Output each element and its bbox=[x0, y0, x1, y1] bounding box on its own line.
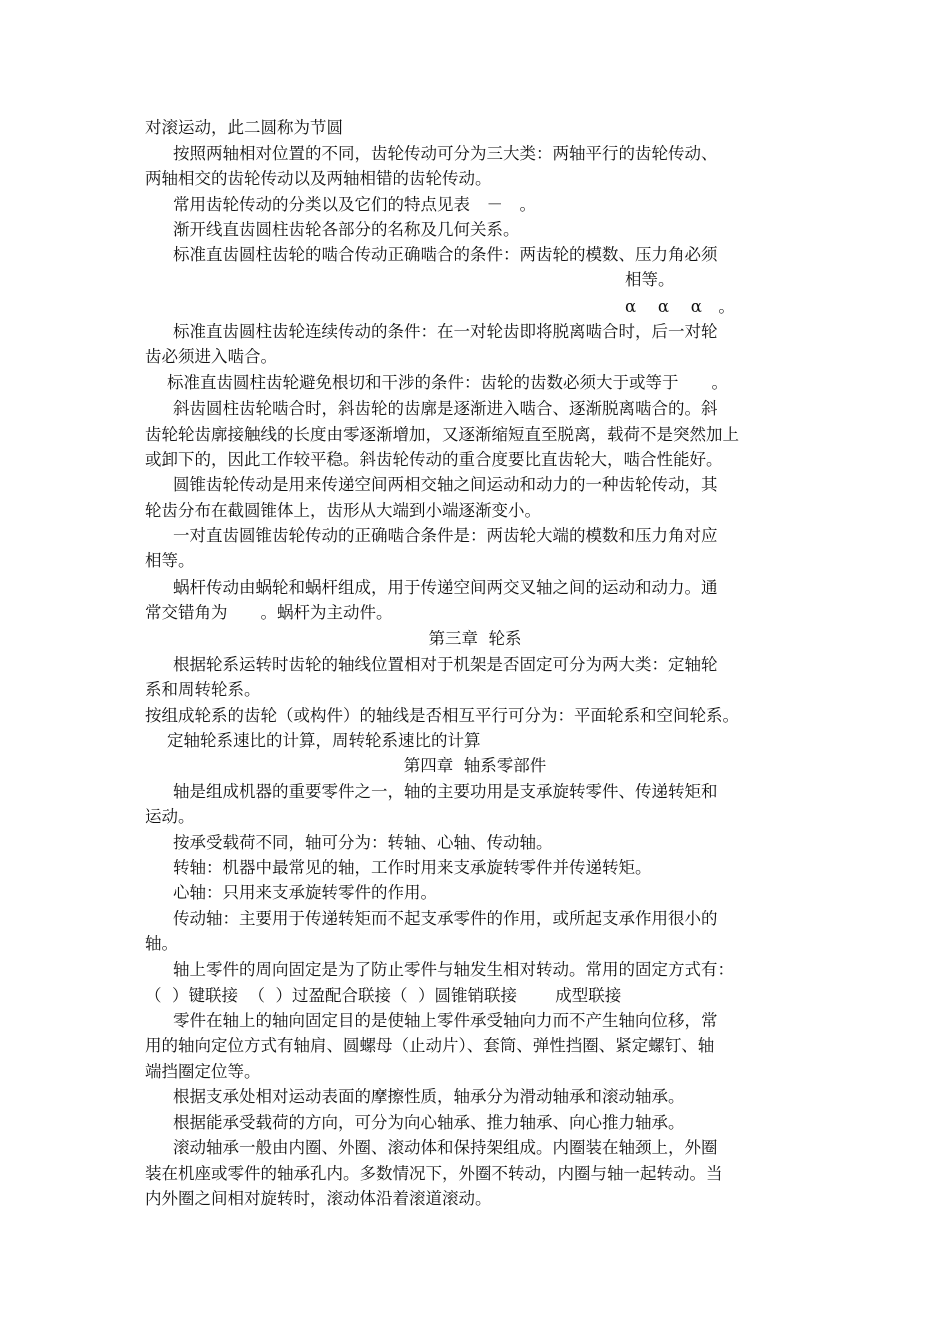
text-line: 圆锥齿轮传动是用来传递空间两相交轴之间运动和动力的一种齿轮传动，其 bbox=[173, 475, 718, 494]
text-line: 蜗杆传动由蜗轮和蜗杆组成，用于传递空间两交叉轴之间的运动和动力。通 bbox=[173, 578, 718, 597]
text-line: 或卸下的，因此工作较平稳。斜齿轮传动的重合度要比直齿轮大，啮合性能好。 bbox=[145, 450, 723, 469]
text-line: 转轴：机器中最常见的轴，工作时用来支承旋转零件并传递转矩。 bbox=[173, 858, 652, 877]
text-line: 渐开线直齿圆柱齿轮各部分的名称及几何关系。 bbox=[173, 220, 520, 239]
text-line: 系和周转轮系。 bbox=[145, 680, 261, 699]
text-line: 运动。 bbox=[145, 807, 195, 826]
text-line: 标准直齿圆柱齿轮避免根切和干涉的条件：齿轮的齿数必须大于或等于 。 bbox=[167, 373, 728, 392]
text-line: 标准直齿圆柱齿轮的啮合传动正确啮合的条件：两齿轮的模数、压力角必须 bbox=[173, 245, 718, 264]
text-line: 标准直齿圆柱齿轮连续传动的条件：在一对轮齿即将脱离啮合时，后一对轮 bbox=[173, 322, 718, 341]
text-line: 内外圈之间相对旋转时，滚动体沿着滚道滚动。 bbox=[145, 1189, 492, 1208]
text-line: 轮齿分布在截圆锥体上，齿形从大端到小端逐渐变小。 bbox=[145, 501, 541, 520]
text-line: 根据轮系运转时齿轮的轴线位置相对于机架是否固定可分为两大类：定轴轮 bbox=[173, 655, 718, 674]
text-line: 斜齿圆柱齿轮啮合时，斜齿轮的齿廓是逐渐进入啮合、逐渐脱离啮合的。斜 bbox=[173, 399, 718, 418]
text-line: 一对直齿圆锥齿轮传动的正确啮合条件是：两齿轮大端的模数和压力角对应 bbox=[173, 526, 718, 545]
text-line: 按组成轮系的齿轮（或构件）的轴线是否相互平行可分为：平面轮系和空间轮系。 bbox=[145, 706, 739, 725]
formula-line: α α α 。 bbox=[625, 297, 735, 316]
text-line: 传动轴：主要用于传递转矩而不起支承零件的作用，或所起支承作用很小的 bbox=[173, 909, 718, 928]
text-line: 相等。 bbox=[145, 551, 195, 570]
text-line: 零件在轴上的轴向固定目的是使轴上零件承受轴向力而不产生轴向位移，常 bbox=[173, 1011, 718, 1030]
text-line: 心轴：只用来支承旋转零件的作用。 bbox=[173, 883, 437, 902]
text-line: （ ）键联接 （ ）过盈配合联接（ ）圆锥销联接 成型联接 bbox=[145, 986, 622, 1005]
text-line: 常用齿轮传动的分类以及它们的特点见表 － 。 bbox=[173, 195, 536, 214]
text-line: 齿轮轮齿廓接触线的长度由零逐渐增加，又逐渐缩短直至脱离，载荷不是突然加上 bbox=[145, 425, 739, 444]
chapter-heading: 第四章 轴系零部件 bbox=[403, 756, 547, 775]
text-line: 滚动轴承一般由内圈、外圈、滚动体和保持架组成。内圈装在轴颈上，外圈 bbox=[173, 1138, 718, 1157]
text-line: 按照两轴相对位置的不同，齿轮传动可分为三大类：两轴平行的齿轮传动、 bbox=[173, 144, 718, 163]
text-line: 装在机座或零件的轴承孔内。多数情况下，外圈不转动，内圈与轴一起转动。当 bbox=[145, 1164, 723, 1183]
chapter-heading: 第三章 轮系 bbox=[428, 629, 522, 648]
text-line: 用的轴向定位方式有轴肩、圆螺母（止动片）、套筒、弹性挡圈、紧定螺钉、轴 bbox=[145, 1036, 715, 1055]
text-line: 根据能承受载荷的方向，可分为向心轴承、推力轴承、向心推力轴承。 bbox=[173, 1113, 685, 1132]
text-line: 对滚运动，此二圆称为节圆 bbox=[145, 118, 343, 137]
text-line: 两轴相交的齿轮传动以及两轴相错的齿轮传动。 bbox=[145, 169, 492, 188]
text-line: 常交错角为 。蜗杆为主动件。 bbox=[145, 603, 393, 622]
text-line: 轴是组成机器的重要零件之一，轴的主要功用是支承旋转零件、传递转矩和 bbox=[173, 782, 718, 801]
text-line: 定轴轮系速比的计算，周转轮系速比的计算 bbox=[167, 731, 481, 750]
text-line: 相等。 bbox=[625, 270, 675, 289]
text-line: 按承受载荷不同，轴可分为：转轴、心轴、传动轴。 bbox=[173, 833, 553, 852]
text-line: 轴上零件的周向固定是为了防止零件与轴发生相对转动。常用的固定方式有： bbox=[173, 960, 734, 979]
text-line: 轴。 bbox=[145, 934, 178, 953]
text-line: 齿必须进入啮合。 bbox=[145, 347, 277, 366]
text-line: 端挡圈定位等。 bbox=[145, 1062, 261, 1081]
text-line: 根据支承处相对运动表面的摩擦性质，轴承分为滑动轴承和滚动轴承。 bbox=[173, 1087, 685, 1106]
